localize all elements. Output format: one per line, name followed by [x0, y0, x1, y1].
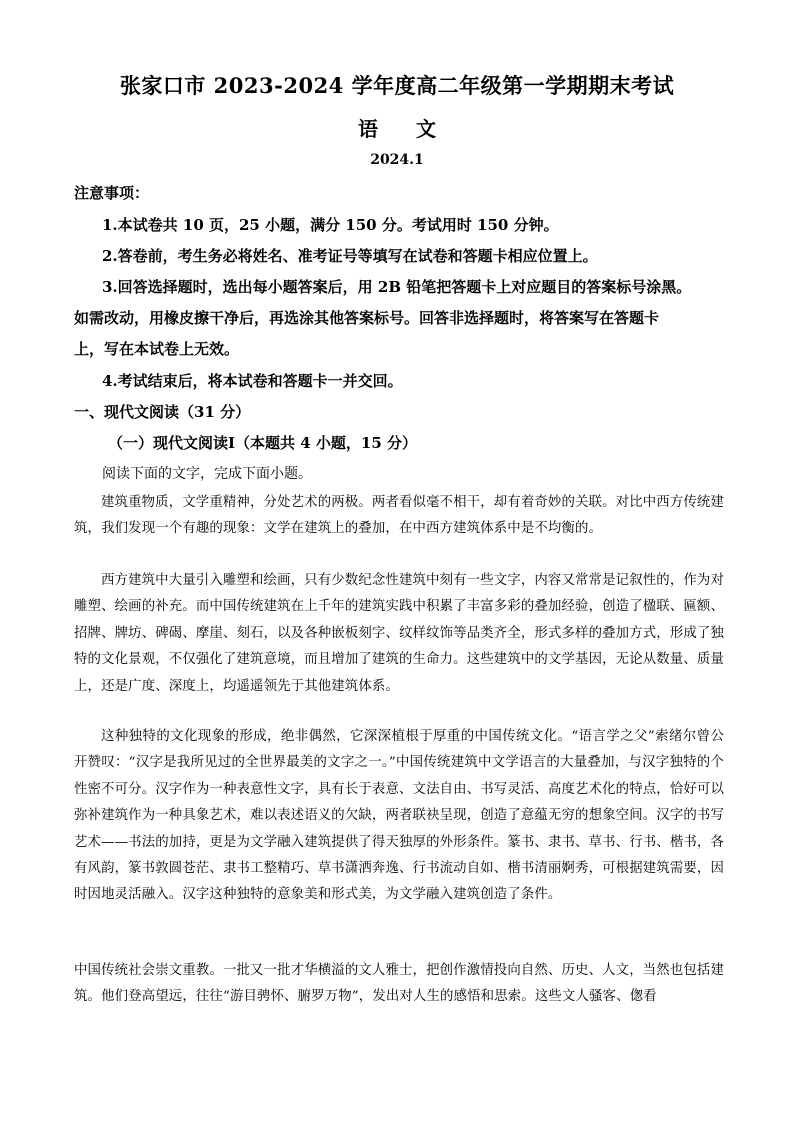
passage-paragraph-4: 中国传统社会崇文重教。一批又一批才华横溢的文人雅士，把创作激情投向自然、历史、人文，当然也包括建筑。他们登高望远，往往“游目骋怀、腑罗万物”，发出对人生的感悟和思索。这些文人骚客、偬看	[74, 963, 724, 1005]
notice-item-3-line-3: 上，写在本试卷上无效。	[74, 340, 240, 358]
section-heading: 一、现代文阅读（31 分）	[74, 403, 251, 421]
notice-heading: 注意事项：	[74, 184, 150, 202]
subject-title: 语文	[358, 117, 474, 141]
passage-paragraph-3: 这种独特的文化现象的形成，绝非偶然，它深深植根于厚重的中国传统文化。“语言学之父”索绪尔曾公开赞叹：“汉字是我所见过的全世界最美的文字之一。”中国传统建筑中文学语言的大量叠加，与汉字独特的个性密不可分。汉字作为一种表意性文字，具有长于表意、文法自由、书写灵活、高度艺术化的特点，恰好可以弥补建筑作为一种具象艺术，难以表述语义的欠缺，两者联袂呈现，创造了意蕴无穷的想象空间。汉字的书写艺术——书法的加持，更是为文学融入建筑提供了得天独厚的外形条件。篆书、隶书、草书、行书、楷书，各有风韵，篆书敦圆苍茫、隶书工整精巧、草书潇洒奔逸、行书流动自如、楷书清丽婀秀，可根据建筑需要，因时因地灵活融入。汉字这种独特的意象美和形式美，为文学融入建筑创造了条件。	[74, 729, 724, 903]
notice-item-3-line-2: 如需改动，用橡皮擦干净后，再选涂其他答案标号。回答非选择题时，将答案写在答题卡	[74, 309, 660, 327]
notice-item-3-line-1: 3.回答选择题时，选出每小题答案后，用 2B 铅笔把答题卡上对应题目的答案标号涂黑。	[102, 278, 692, 296]
notice-item-1: 1.本试卷共 10 页，25 小题，满分 150 分。考试用时 150 分钟。	[102, 216, 559, 234]
notice-item-2: 2.答卷前，考生务必将姓名、准考证号等填写在试卷和答题卡相应位置上。	[102, 247, 598, 265]
exam-date: 2024.1	[370, 152, 424, 168]
reading-instruction: 阅读下面的文字，完成下面小题。	[102, 466, 312, 482]
passage-paragraph-1: 建筑重物质，文学重精神，分处艺术的两极。两者看似毫不相干，却有着奇妙的关联。对比中西方传统建筑，我们发现一个有趣的现象：文学在建筑上的叠加，在中西方建筑体系中是不均衡的。	[74, 495, 724, 537]
passage-paragraph-2: 西方建筑中大量引入雕塑和绘画，只有少数纪念性建筑中刻有一些文字，内容又常常是记叙性的，作为对雕塑、绘画的补充。而中国传统建筑在上千年的建筑实践中积累了丰富多彩的叠加经验，创造了楹联、匾额、招牌、牌坊、碑碣、摩崖、刻石，以及各种嵌板刻字、纹样纹饰等品类齐全，形式多样的叠加方式，形成了独特的文化景观，不仅强化了建筑意境，而且增加了建筑的生命力。这些建筑中的文学基因，无论从数量、质量上，还是广度、深度上，均遥遥领先于其他建筑体系。	[74, 573, 724, 694]
subsection-heading: （一）现代文阅读Ⅰ（本题共 4 小题，15 分）	[108, 434, 417, 452]
exam-title: 张家口市 2023-2024 学年度高二年级第一学期期末考试	[119, 73, 675, 98]
notice-item-4: 4.考试结束后，将本试卷和答题卡一并交回。	[102, 372, 403, 390]
